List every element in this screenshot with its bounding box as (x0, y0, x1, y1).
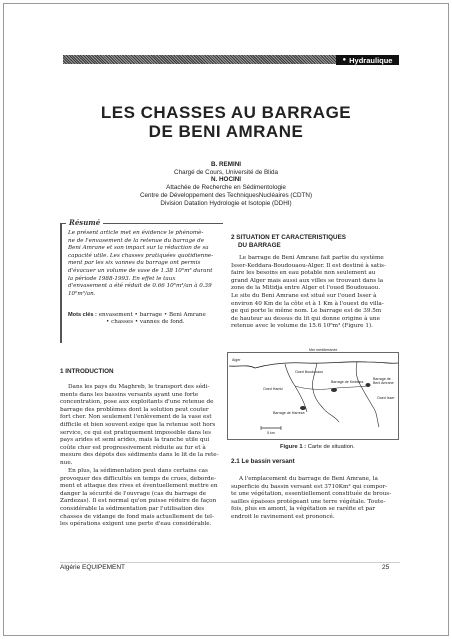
footer-rule (60, 562, 400, 563)
text-line: service, ce qui est pratiquement impossible dans les (60, 429, 212, 436)
text-line: chasses de vidange de fond mais actuellement de tel- (60, 513, 214, 520)
section-1-paragraph-1 (60, 384, 220, 468)
author-block (0, 161, 452, 207)
reservoir-harreza (300, 406, 306, 410)
abstract-rule-vertical (60, 223, 62, 343)
figure-caption-label: Figure 1 : (280, 444, 307, 450)
map-label-keddara: Barrage de Keddara (331, 380, 364, 384)
text-line: environ 40 Km de la côte et à 1 Km à l'ouest du villa- (231, 300, 384, 307)
section-tag (336, 55, 399, 65)
abstract-line: ne de l'envasement de la retenue du barrage de (68, 237, 205, 244)
map-label-boudouaou: Oued Boudouaou (295, 370, 324, 374)
abstract-line: d'envasement a été réduit de 0.66 10⁶m³/an à 0.39 (68, 283, 212, 290)
text-line: Le site du Beni Amrane est situé sur l'oued Isser à (231, 292, 377, 299)
abstract-line: d'évacuer un volume de vase de 1.38 10⁶m³ durant (68, 267, 213, 274)
journal-name: Algérie EQUIPEMENT (60, 564, 126, 571)
reservoir-beniamrane (366, 383, 371, 387)
text-line: barrage des problèmes dont la solution peut couter (60, 406, 209, 413)
bullet-icon: ● (342, 57, 347, 63)
section-1-heading: 1 INTRODUCTION (60, 368, 114, 375)
keywords-text: • chasses • vannes de fond. (106, 319, 185, 326)
text-line: de hauteur au dessus du lit qui donne origine à une (231, 315, 380, 322)
text-line: Le barrage de Beni Amrane fait partie du système (239, 255, 384, 261)
section-2-paragraph (231, 255, 399, 331)
text-line: mesure des dépots des sédiments dans le lit de la rete- (60, 452, 219, 459)
map-label-sea: Mer méditerranée (309, 348, 338, 352)
text-line: ments dans les bassins versants ayant une forte (60, 391, 199, 398)
section-2-heading-line: 2 SITUATION ET CARACTERISTIQUES (231, 234, 346, 241)
text-line: Dans les pays du Maghreb, le transport des sédi- (68, 384, 210, 390)
author-name: N. HOCINI (210, 176, 242, 184)
section-2-1-heading: 2.1 Le bassin versant (231, 458, 295, 465)
text-line: nue. (60, 459, 73, 466)
reservoir-keddara (331, 388, 337, 392)
text-line: danger la sécurité de l'ouvrage (cas du barrage de (60, 490, 207, 497)
page-number: 25 (382, 564, 390, 571)
text-line: endroit le ravinement est prononcé. (231, 513, 335, 520)
text-line: te une végétation, essentiellement constituée de brous- (231, 491, 392, 498)
abstract-line: la période 1988-1993. En effet le taux (68, 275, 176, 282)
text-line: concentration, pose aux exploitants d'une retenue de (60, 399, 214, 406)
section-2-heading-line: DU BARRAGE (238, 241, 281, 249)
map-drawing (227, 352, 399, 440)
section-2-1-paragraph (231, 476, 399, 522)
map-scale-label: 5 km (267, 431, 275, 435)
text-line: fort cher. Non seulement l'enlèvement de la vase est (60, 414, 212, 421)
map-label-city: Alger (232, 358, 241, 362)
location-map (227, 348, 399, 440)
text-line: Zardezas). Il est normal qu'on puisse réduire de façon (60, 498, 217, 505)
map-border (228, 353, 399, 440)
section-1-paragraph-2 (60, 468, 220, 529)
text-line: Isser-Keddara-Boudouaou-Alger. Il est destiné à satis- (231, 262, 386, 269)
abstract-text (68, 230, 224, 298)
abstract-heading: Résumé (66, 218, 103, 227)
section-2-heading (231, 234, 346, 250)
author-affiliation: Attachée de Recherche en Sédimentologie (166, 184, 286, 192)
keywords (68, 312, 224, 327)
text-line: ge qui porte le même nom. Le barrage est de 39.5m (231, 308, 382, 315)
abstract-line: Beni Amrane et son impact sur la réduction de sa (68, 245, 209, 252)
author-affiliation: Chargé de Cours, Université de Blida (174, 168, 278, 176)
figure-caption (280, 444, 355, 450)
author-name: B. REMINI (210, 161, 242, 168)
author-affiliation: Division Datation Hydrologie et Isotopie (DDHI) (160, 199, 292, 207)
abstract-box (60, 220, 223, 344)
text-line: fois, plus en amont, la végétation se raréfie et par (231, 506, 376, 513)
text-line: superficie du bassin versant est 3710Km² qui compor- (231, 483, 388, 490)
map-label-harreza: Barrage de Harreza (273, 411, 305, 415)
text-line: coûte cher est progressivement réduite au fur et à (60, 444, 206, 451)
author-affiliation: Centre de Développement des TechniquesNucléaires (CDTN) (139, 191, 313, 199)
article-title-line2: DE BENI AMRANE (148, 122, 304, 141)
text-line: En plus, la sédimentation peut dans certains cas (68, 468, 208, 474)
keywords-text: envasement • barrage • Beni Amrane (98, 312, 206, 318)
article-title-line1: LES CHASSES AU BARRAGE (100, 103, 352, 122)
text-line: zone de la Mitidja entre Alger et l'oued Boudouaou. (231, 285, 381, 292)
text-line: ment et attaque des rives et éventuellement mettre en (60, 483, 218, 490)
text-line: A l'emplacement du barrage de Beni Amrane, la (239, 476, 378, 482)
text-line: faire les besoins en eau potable non seulement au (231, 270, 376, 277)
text-line: provoquer des difficultés en temps de crues, deborde- (60, 475, 216, 482)
section-tag-label: Hydraulique (349, 55, 393, 65)
map-label-hamiz: Oued Hamiz (263, 387, 283, 391)
map-label-beniamrane: Barrage de Beni Amrane (373, 377, 394, 385)
text-line: difficile et bien souvent exige que la retenue soit hors (60, 421, 216, 428)
text-line: pays arides et semi arides, mais la tranche utile qui (60, 437, 210, 444)
keywords-label: Mots clés : (68, 312, 97, 318)
text-line: retenue avec le volume de 15.6 10⁶m³ (Figure 1). (231, 323, 373, 330)
abstract-line: capacité utile. Les chasses pratiquées quotidienne- (68, 252, 214, 259)
figure-caption-text: Carte de situation. (307, 444, 355, 450)
map-label-isser: Oued Isser (377, 396, 395, 400)
abstract-line: ment par les six vannes du barrage ont permis (68, 260, 201, 267)
text-line: grand Alger mais aussi aux villes se trouvant dans la (231, 277, 384, 284)
text-line: les opérations exigent une perte d'eau considérable. (60, 521, 212, 528)
text-line: sailles épaisses protégeant une terre végétale. Toute- (231, 498, 386, 505)
text-line: considérable la sédimentation par l'utilisation des (60, 505, 205, 512)
abstract-line: Le présent article met en évidence le phénomè- (68, 230, 204, 236)
abstract-line: 10⁶m³/an. (68, 290, 96, 297)
